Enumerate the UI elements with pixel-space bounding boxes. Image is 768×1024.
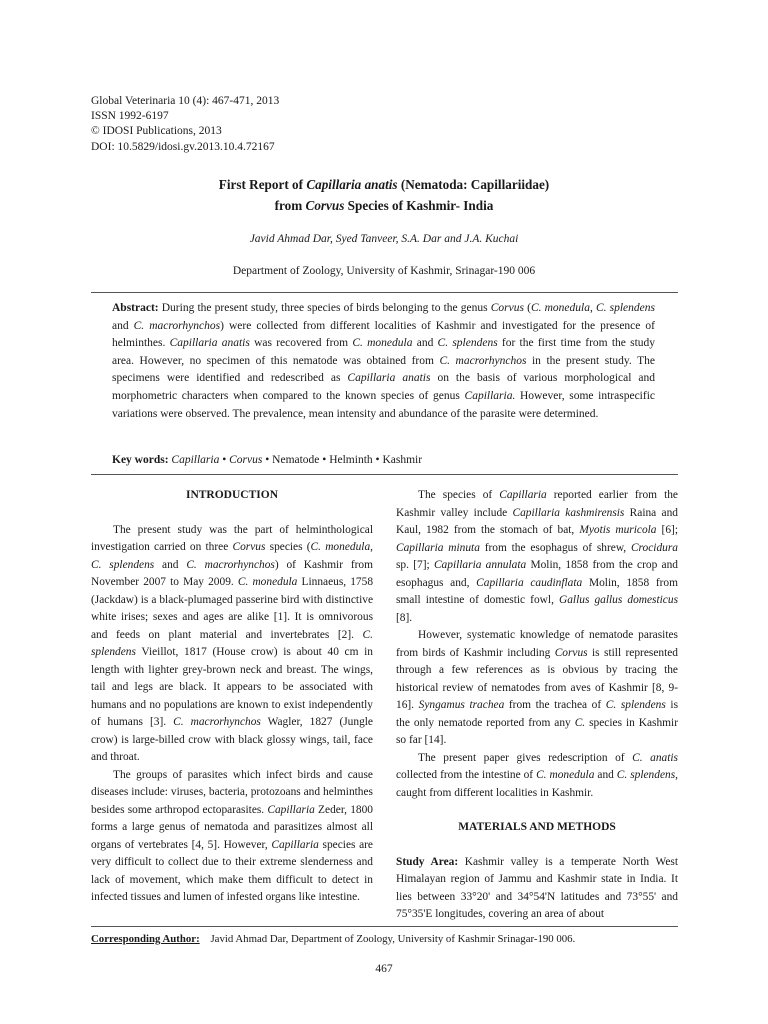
keyword: Helminth	[329, 454, 373, 466]
affiliation: Department of Zoology, University of Kashmir, Srinagar-190 006	[232, 265, 536, 277]
section-heading-materials-methods: MATERIALS AND METHODS	[458, 821, 616, 833]
issn: ISSN 1992-6197	[91, 110, 169, 123]
paragraph: The groups of parasites which infect birds and cause diseases include: viruses, bacteria, protozoans and helminthes besides some arthropod ectoparasites. Capillaria Zeder, 1800 forms a large genus of nematoda and parasitizes almost all organs of vertebrates [4, 5]. However, Capillaria species are very difficult to collect due to their extreme slenderness and lack of movement, which make them difficult to detect in infected tissues and lumen of infested organs like intestine.	[91, 768, 373, 903]
keyword: Corvus	[229, 454, 263, 466]
doi: DOI: 10.5829/idosi.gv.2013.10.4.72167	[91, 140, 275, 153]
corresponding-author: Corresponding Author: Javid Ahmad Dar, Department of Zoology, University of Kashmir Srinagar-190 006.	[91, 933, 576, 945]
right-column	[396, 487, 678, 924]
paragraph: The species of Capillaria reported earlier from the Kashmir valley include Capillaria kashmirensis Raina and Kaul, 1982 from the stomach of bat, Myotis muricola [6]; Capillaria minuta from the esophagus of shrew, Crocidura sp. [7]; Capillaria annulata Molin, 1858 from the crop and esophagus and, Capillaria caudinflata Molin, 1858 from small intestine of domestic fowl, Gallus gallus domesticus [8].	[396, 489, 678, 624]
footnote-divider	[91, 926, 678, 927]
paragraph: Study Area: Kashmir valley is a temperate North West Himalayan region of Jammu and Kashmir state in India. It lies between 33°20' and 34°54'N latitudes and 73°55' and 75°35'E longitudes, covering an area of about	[396, 855, 678, 920]
keyword: Kashmir	[382, 454, 423, 466]
top-divider	[91, 292, 678, 293]
keywords-label: Key words:	[112, 454, 169, 466]
keyword: Capillaria	[171, 454, 220, 466]
study-area-label: Study Area:	[396, 855, 459, 868]
copyright: © IDOSI Publications, 2013	[91, 125, 222, 138]
author-list: Javid Ahmad Dar, Syed Tanveer, S.A. Dar and J.A. Kuchai	[249, 233, 519, 245]
journal-header	[91, 94, 279, 155]
journal-citation: Global Veterinaria 10 (4): 467-471, 2013	[91, 95, 280, 107]
left-column	[91, 487, 373, 907]
page-number: 467	[375, 963, 393, 975]
abstract-label: Abstract:	[112, 302, 159, 314]
abstract: Abstract: During the present study, three species of birds belonging to the genus Corvus (C. monedula, C. splendens and C. macrorhynchos) were collected from different localities of Kashmir and investigated for the presence of helminthes. Capillaria anatis was recovered from C. monedula and C. splendens for the first time from the study area. However, no specimen of this nematode was obtained from C. macrorhynchos in the present study. The specimens were identified and redescribed as Capillaria anatis on the basis of various morphological and morphometric characters when compared to the known species of genus Capillaria. However, some intraspecific variations were observed. The prevalence, mean intensity and abundance of the parasite were determined.	[112, 302, 656, 420]
section-heading-introduction: INTRODUCTION	[185, 489, 278, 501]
corresponding-author-label: Corresponding Author:	[91, 933, 200, 945]
keyword: Nematode	[272, 454, 320, 466]
paragraph: The present study was the part of helminthological investigation carried on three Corvus species (C. monedula, C. splendens and C. macrorhynchos) of Kashmir from November 2007 to May 2009. C. monedula Linnaeus, 1758 (Jackdaw) is a black-plumaged passerine bird with distinctive white irises; sexes and ages are alike [1]. It is omnivorous and feeds on plant material and invertebrates [2]. C. splendens Vieillot, 1817 (House crow) is about 40 cm in length with lighter grey-brown neck and breast. The wings, tail and legs are black. It appears to be associated with humans and no populations are known to exist independently of humans [3]. C. macrorhynchos Wagler, 1827 (Jungle crow) is large-billed crow with black glossy wings, tail, face and throat.	[91, 523, 374, 763]
paragraph: However, systematic knowledge of nematode parasites from birds of Kashmir including Corvus is still represented through a few references as is obvious by tracing the historical review of nematodes from aves of Kashmir [8, 9-16]. Syngamus trachea from the trachea of C. splendens is the only nematode reported from any C. species in Kashmir so far [14].	[396, 629, 678, 746]
paragraph: The present paper gives redescription of C. anatis collected from the intestine of C. monedula and C. splendens, caught from different localities in Kashmir.	[396, 751, 678, 799]
paper-title: First Report of Capillaria anatis (Nematoda: Capillariidae) from Corvus Species of Kashmir- India	[218, 177, 550, 213]
keywords-divider	[91, 474, 678, 475]
keywords: Key words: Capillaria • Corvus • Nematode • Helminth • Kashmir	[112, 454, 423, 466]
